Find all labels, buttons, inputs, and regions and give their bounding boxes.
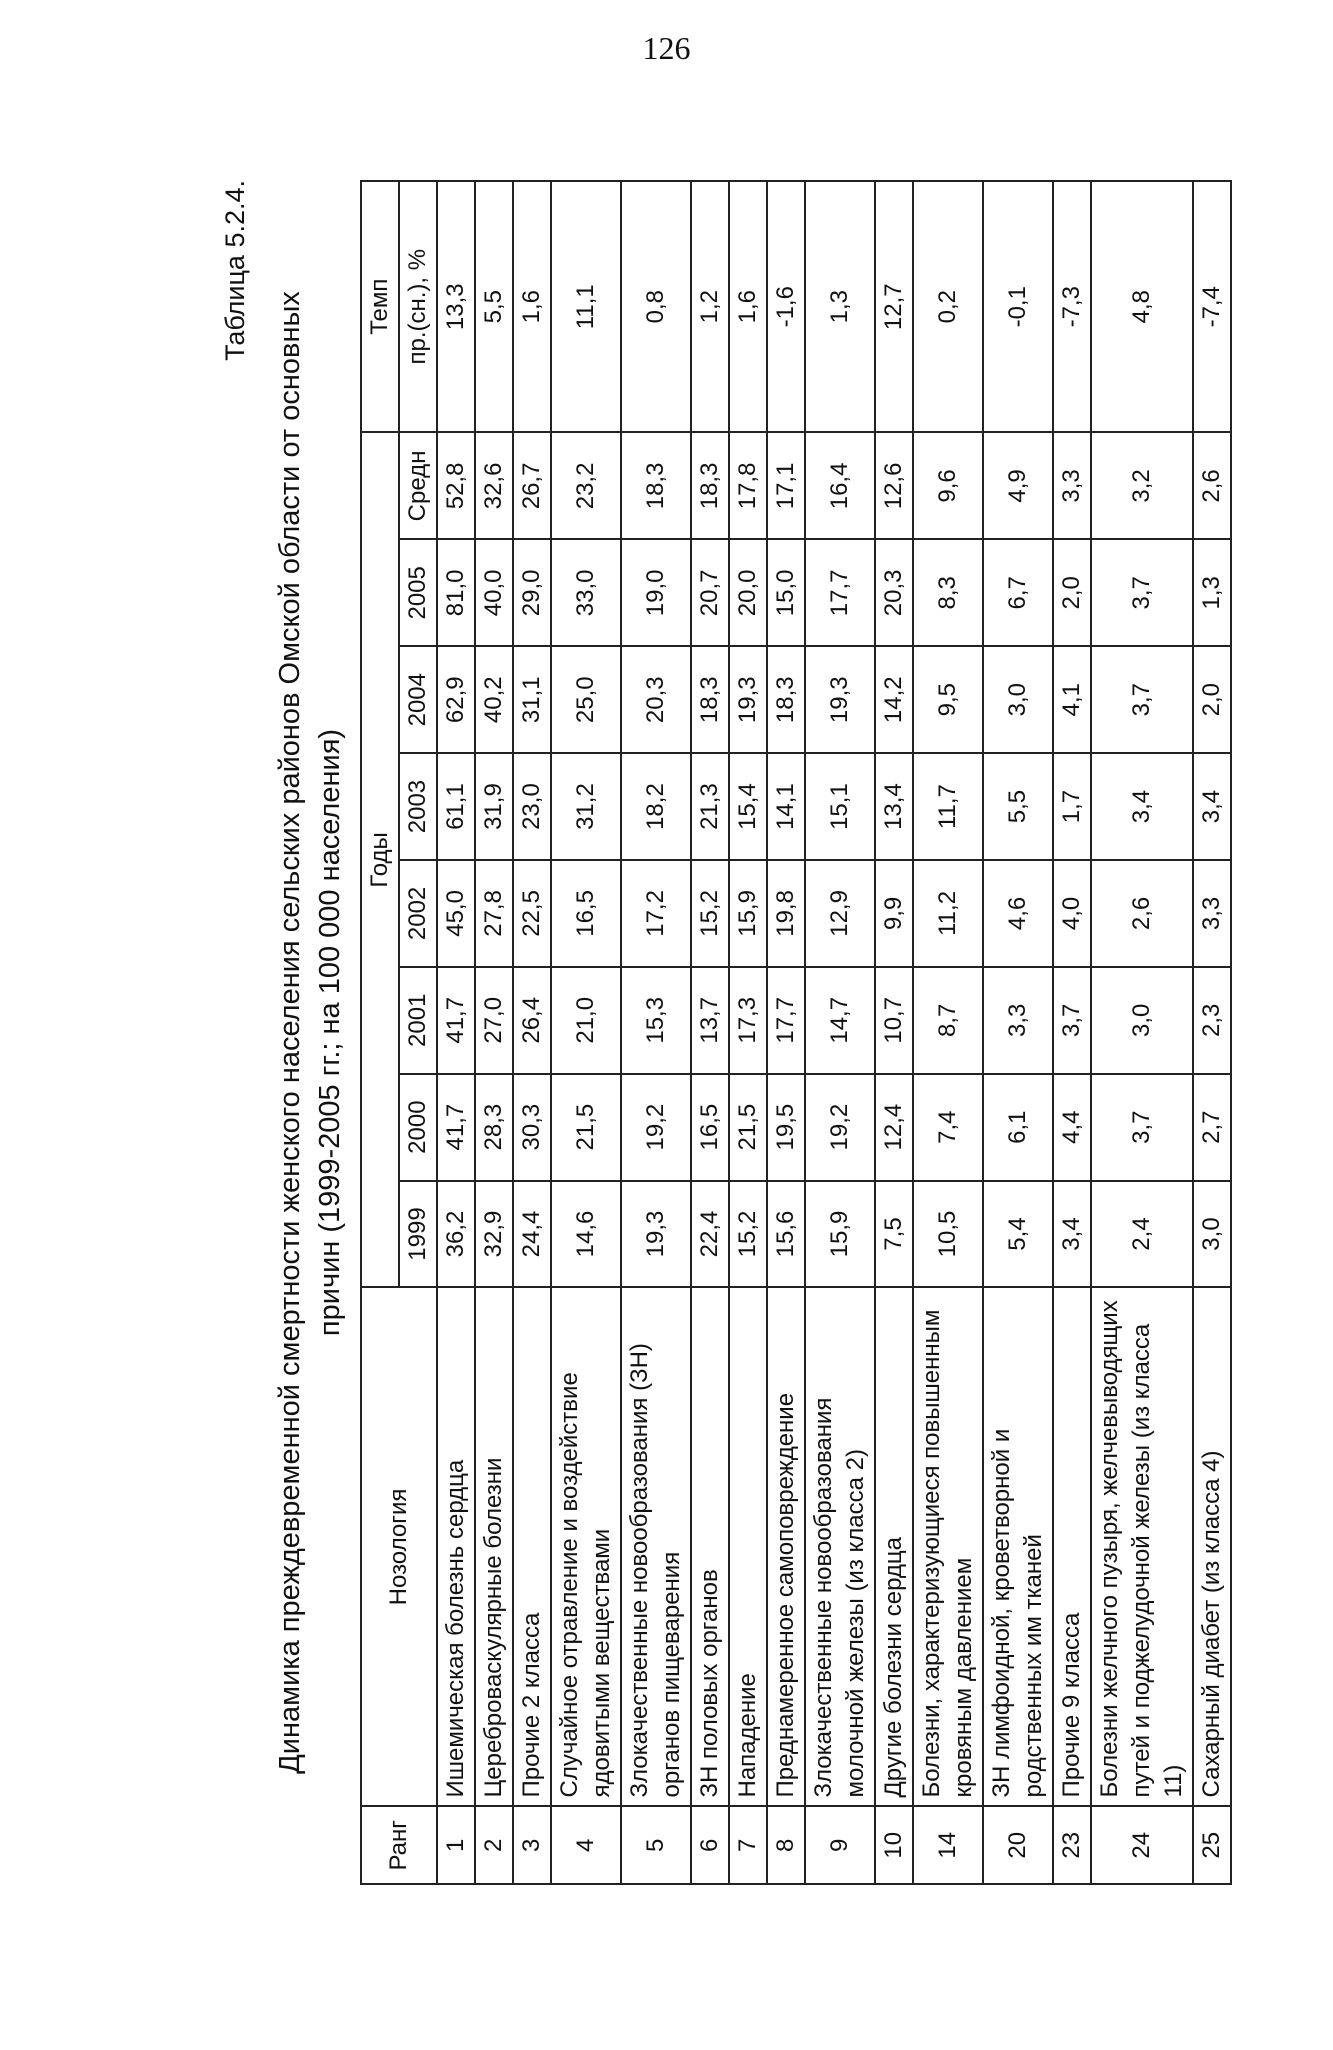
year-value-cell: 4,4 (1053, 1074, 1091, 1181)
header-year: 1999 (399, 1181, 437, 1288)
year-value-cell: 2,0 (1193, 646, 1231, 753)
year-value-cell: 19,3 (621, 1181, 691, 1288)
average-cell: 3,2 (1091, 432, 1193, 539)
rate-cell: -7,4 (1193, 181, 1231, 432)
year-value-cell: 5,4 (983, 1181, 1053, 1288)
average-cell: 16,4 (805, 432, 875, 539)
average-cell: 4,9 (983, 432, 1053, 539)
rank-cell: 14 (913, 1807, 983, 1885)
year-value-cell: 17,7 (805, 539, 875, 646)
year-value-cell: 11,2 (913, 860, 983, 967)
average-cell: 2,6 (1193, 432, 1231, 539)
year-value-cell: 3,7 (1091, 646, 1193, 753)
year-value-cell: 1,7 (1053, 753, 1091, 860)
year-value-cell: 5,5 (983, 753, 1053, 860)
year-value-cell: 32,9 (475, 1181, 513, 1288)
rate-cell: 1,6 (729, 181, 767, 432)
year-value-cell: 6,7 (983, 539, 1053, 646)
year-value-cell: 3,3 (983, 967, 1053, 1074)
header-year: 2004 (399, 646, 437, 753)
year-value-cell: 27,8 (475, 860, 513, 967)
year-value-cell: 20,3 (875, 539, 913, 646)
year-value-cell: 3,7 (1053, 967, 1091, 1074)
rate-cell: -0,1 (983, 181, 1053, 432)
year-value-cell: 17,3 (729, 967, 767, 1074)
table-row (875, 181, 913, 1884)
rank-cell: 24 (1091, 1807, 1193, 1885)
year-value-cell: 18,2 (621, 753, 691, 860)
year-value-cell: 17,2 (621, 860, 691, 967)
rotated-page-content (220, 180, 1225, 1885)
year-value-cell: 30,3 (513, 1074, 551, 1181)
header-year: 2002 (399, 860, 437, 967)
rank-cell: 5 (621, 1807, 691, 1885)
year-value-cell: 16,5 (691, 1074, 729, 1181)
year-value-cell: 4,6 (983, 860, 1053, 967)
year-value-cell: 3,0 (983, 646, 1053, 753)
year-value-cell: 2,7 (1193, 1074, 1231, 1181)
year-value-cell: 2,3 (1193, 967, 1231, 1074)
nosology-cell: Болезни, характеризующиеся повышенным кровяным давлением (913, 1287, 983, 1806)
header-years: Годы (361, 432, 399, 1287)
year-value-cell: 14,6 (551, 1181, 621, 1288)
rate-cell: 0,2 (913, 181, 983, 432)
year-value-cell: 2,0 (1053, 539, 1091, 646)
year-value-cell: 31,1 (513, 646, 551, 753)
year-value-cell: 19,3 (729, 646, 767, 753)
year-value-cell: 15,9 (805, 1181, 875, 1288)
table-row (805, 181, 875, 1884)
year-value-cell: 15,3 (621, 967, 691, 1074)
year-value-cell: 21,3 (691, 753, 729, 860)
year-value-cell: 3,3 (1193, 860, 1231, 967)
header-rate-line2: пр.(сн.), % (399, 181, 437, 432)
table-body (437, 181, 1231, 1884)
year-value-cell: 4,1 (1053, 646, 1091, 753)
header-rank: Ранг (361, 1807, 437, 1885)
table-row (1091, 181, 1193, 1884)
year-value-cell: 14,7 (805, 967, 875, 1074)
year-value-cell: 18,3 (691, 646, 729, 753)
year-value-cell: 33,0 (551, 539, 621, 646)
year-value-cell: 3,4 (1091, 753, 1193, 860)
year-value-cell: 17,7 (767, 967, 805, 1074)
rate-cell: -1,6 (767, 181, 805, 432)
table-row (1053, 181, 1091, 1884)
year-value-cell: 11,7 (913, 753, 983, 860)
year-value-cell: 28,3 (475, 1074, 513, 1181)
year-value-cell: 41,7 (437, 1074, 475, 1181)
table-title-line-1: Динамика преждевременной смертности женского населения сельских районов Омской области от основных (274, 291, 306, 1774)
year-value-cell: 7,4 (913, 1074, 983, 1181)
nosology-cell: Цереброваскулярные болезни (475, 1287, 513, 1806)
year-value-cell: 15,2 (729, 1181, 767, 1288)
year-value-cell: 26,4 (513, 967, 551, 1074)
year-value-cell: 9,5 (913, 646, 983, 753)
year-value-cell: 9,9 (875, 860, 913, 967)
nosology-cell: Сахарный диабет (из класса 4) (1193, 1287, 1231, 1806)
page-number: 126 (642, 30, 691, 66)
average-cell: 17,1 (767, 432, 805, 539)
year-value-cell: 13,7 (691, 967, 729, 1074)
average-cell: 26,7 (513, 432, 551, 539)
table-row (913, 181, 983, 1884)
year-value-cell: 45,0 (437, 860, 475, 967)
rate-cell: 1,6 (513, 181, 551, 432)
rank-cell: 10 (875, 1807, 913, 1885)
nosology-cell: Прочие 2 класса (513, 1287, 551, 1806)
average-cell: 9,6 (913, 432, 983, 539)
rank-cell: 9 (805, 1807, 875, 1885)
year-value-cell: 40,0 (475, 539, 513, 646)
year-value-cell: 15,2 (691, 860, 729, 967)
rank-cell: 8 (767, 1807, 805, 1885)
rank-cell: 20 (983, 1807, 1053, 1885)
table-row (621, 181, 691, 1884)
year-value-cell: 19,5 (767, 1074, 805, 1181)
year-value-cell: 31,2 (551, 753, 621, 860)
rank-cell: 3 (513, 1807, 551, 1885)
rate-cell: 1,3 (805, 181, 875, 432)
rank-cell: 2 (475, 1807, 513, 1885)
rank-cell: 7 (729, 1807, 767, 1885)
year-value-cell: 13,4 (875, 753, 913, 860)
nosology-cell: Прочие 9 класса (1053, 1287, 1091, 1806)
rank-cell: 1 (437, 1807, 475, 1885)
table-row (475, 181, 513, 1884)
year-value-cell: 3,7 (1091, 1074, 1193, 1181)
average-cell: 12,6 (875, 432, 913, 539)
average-cell: 23,2 (551, 432, 621, 539)
year-value-cell: 19,2 (805, 1074, 875, 1181)
year-value-cell: 3,0 (1091, 967, 1193, 1074)
average-cell: 3,3 (1053, 432, 1091, 539)
year-value-cell: 21,5 (729, 1074, 767, 1181)
year-value-cell: 1,3 (1193, 539, 1231, 646)
year-value-cell: 7,5 (875, 1181, 913, 1288)
nosology-cell: ЗН половых органов (691, 1287, 729, 1806)
year-value-cell: 81,0 (437, 539, 475, 646)
year-value-cell: 15,6 (767, 1181, 805, 1288)
average-cell: 17,8 (729, 432, 767, 539)
rate-cell: 12,7 (875, 181, 913, 432)
header-year: 2001 (399, 967, 437, 1074)
year-value-cell: 8,7 (913, 967, 983, 1074)
year-value-cell: 29,0 (513, 539, 551, 646)
rate-cell: 11,1 (551, 181, 621, 432)
header-year: 2003 (399, 753, 437, 860)
table-title (270, 180, 350, 1885)
year-value-cell: 20,0 (729, 539, 767, 646)
nosology-cell: Болезни желчного пузыря, желчевыводящих путей и поджелудочной железы (из класса 11) (1091, 1287, 1193, 1806)
year-value-cell: 3,4 (1053, 1181, 1091, 1288)
year-value-cell: 61,1 (437, 753, 475, 860)
year-value-cell: 25,0 (551, 646, 621, 753)
rank-cell: 23 (1053, 1807, 1091, 1885)
year-value-cell: 27,0 (475, 967, 513, 1074)
year-value-cell: 18,3 (767, 646, 805, 753)
year-value-cell: 31,9 (475, 753, 513, 860)
rate-cell: 1,2 (691, 181, 729, 432)
nosology-cell: Другие болезни сердца (875, 1287, 913, 1806)
rate-cell: 5,5 (475, 181, 513, 432)
year-value-cell: 62,9 (437, 646, 475, 753)
header-average: Средн (399, 432, 437, 539)
year-value-cell: 14,1 (767, 753, 805, 860)
year-value-cell: 12,9 (805, 860, 875, 967)
rank-cell: 4 (551, 1807, 621, 1885)
year-value-cell: 8,3 (913, 539, 983, 646)
year-value-cell: 40,2 (475, 646, 513, 753)
year-value-cell: 10,7 (875, 967, 913, 1074)
average-cell: 18,3 (621, 432, 691, 539)
year-value-cell: 20,3 (621, 646, 691, 753)
year-value-cell: 20,7 (691, 539, 729, 646)
table-row (729, 181, 767, 1884)
year-value-cell: 4,0 (1053, 860, 1091, 967)
year-value-cell: 15,4 (729, 753, 767, 860)
table-row (1193, 181, 1231, 1884)
nosology-cell: Нападение (729, 1287, 767, 1806)
mortality-table (360, 180, 1232, 1885)
table-row (437, 181, 475, 1884)
year-value-cell: 3,7 (1091, 539, 1193, 646)
rate-cell: -7,3 (1053, 181, 1091, 432)
year-value-cell: 14,2 (875, 646, 913, 753)
table-label: Таблица 5.2.4. (220, 180, 250, 361)
table-row (983, 181, 1053, 1884)
year-value-cell: 3,4 (1193, 753, 1231, 860)
year-value-cell: 21,5 (551, 1074, 621, 1181)
header-nosology: Нозология (361, 1287, 437, 1806)
table-row (767, 181, 805, 1884)
nosology-cell: Случайное отравление и воздействие ядовитыми веществами (551, 1287, 621, 1806)
nosology-cell: Ишемическая болезнь сердца (437, 1287, 475, 1806)
year-value-cell: 24,4 (513, 1181, 551, 1288)
year-value-cell: 6,1 (983, 1074, 1053, 1181)
year-value-cell: 19,3 (805, 646, 875, 753)
year-value-cell: 2,4 (1091, 1181, 1193, 1288)
table-row (691, 181, 729, 1884)
header-year: 2000 (399, 1074, 437, 1181)
year-value-cell: 15,1 (805, 753, 875, 860)
rank-cell: 25 (1193, 1807, 1231, 1885)
year-value-cell: 3,0 (1193, 1181, 1231, 1288)
average-cell: 18,3 (691, 432, 729, 539)
year-value-cell: 12,4 (875, 1074, 913, 1181)
header-year: 2005 (399, 539, 437, 646)
table-row (513, 181, 551, 1884)
year-value-cell: 15,0 (767, 539, 805, 646)
rate-cell: 4,8 (1091, 181, 1193, 432)
year-value-cell: 22,5 (513, 860, 551, 967)
year-value-cell: 23,0 (513, 753, 551, 860)
year-value-cell: 19,8 (767, 860, 805, 967)
rate-cell: 13,3 (437, 181, 475, 432)
year-value-cell: 2,6 (1091, 860, 1193, 967)
year-value-cell: 19,2 (621, 1074, 691, 1181)
year-value-cell: 41,7 (437, 967, 475, 1074)
average-cell: 32,6 (475, 432, 513, 539)
year-value-cell: 19,0 (621, 539, 691, 646)
year-value-cell: 15,9 (729, 860, 767, 967)
header-rate-line1: Темп (361, 181, 399, 432)
nosology-cell: Злокачественные новообразования (ЗН) органов пищеварения (621, 1287, 691, 1806)
year-value-cell: 21,0 (551, 967, 621, 1074)
nosology-cell: ЗН лимфоидной, кроветворной и родственных им тканей (983, 1287, 1053, 1806)
table-title-line-2: причин (1999-2005 гг.; на 100 000 населения) (314, 728, 346, 1337)
year-value-cell: 16,5 (551, 860, 621, 967)
year-value-cell: 10,5 (913, 1181, 983, 1288)
rate-cell: 0,8 (621, 181, 691, 432)
year-value-cell: 36,2 (437, 1181, 475, 1288)
year-value-cell: 22,4 (691, 1181, 729, 1288)
nosology-cell: Злокачественные новообразования молочной железы (из класса 2) (805, 1287, 875, 1806)
table-row (551, 181, 621, 1884)
nosology-cell: Преднамеренное самоповреждение (767, 1287, 805, 1806)
rank-cell: 6 (691, 1807, 729, 1885)
average-cell: 52,8 (437, 432, 475, 539)
